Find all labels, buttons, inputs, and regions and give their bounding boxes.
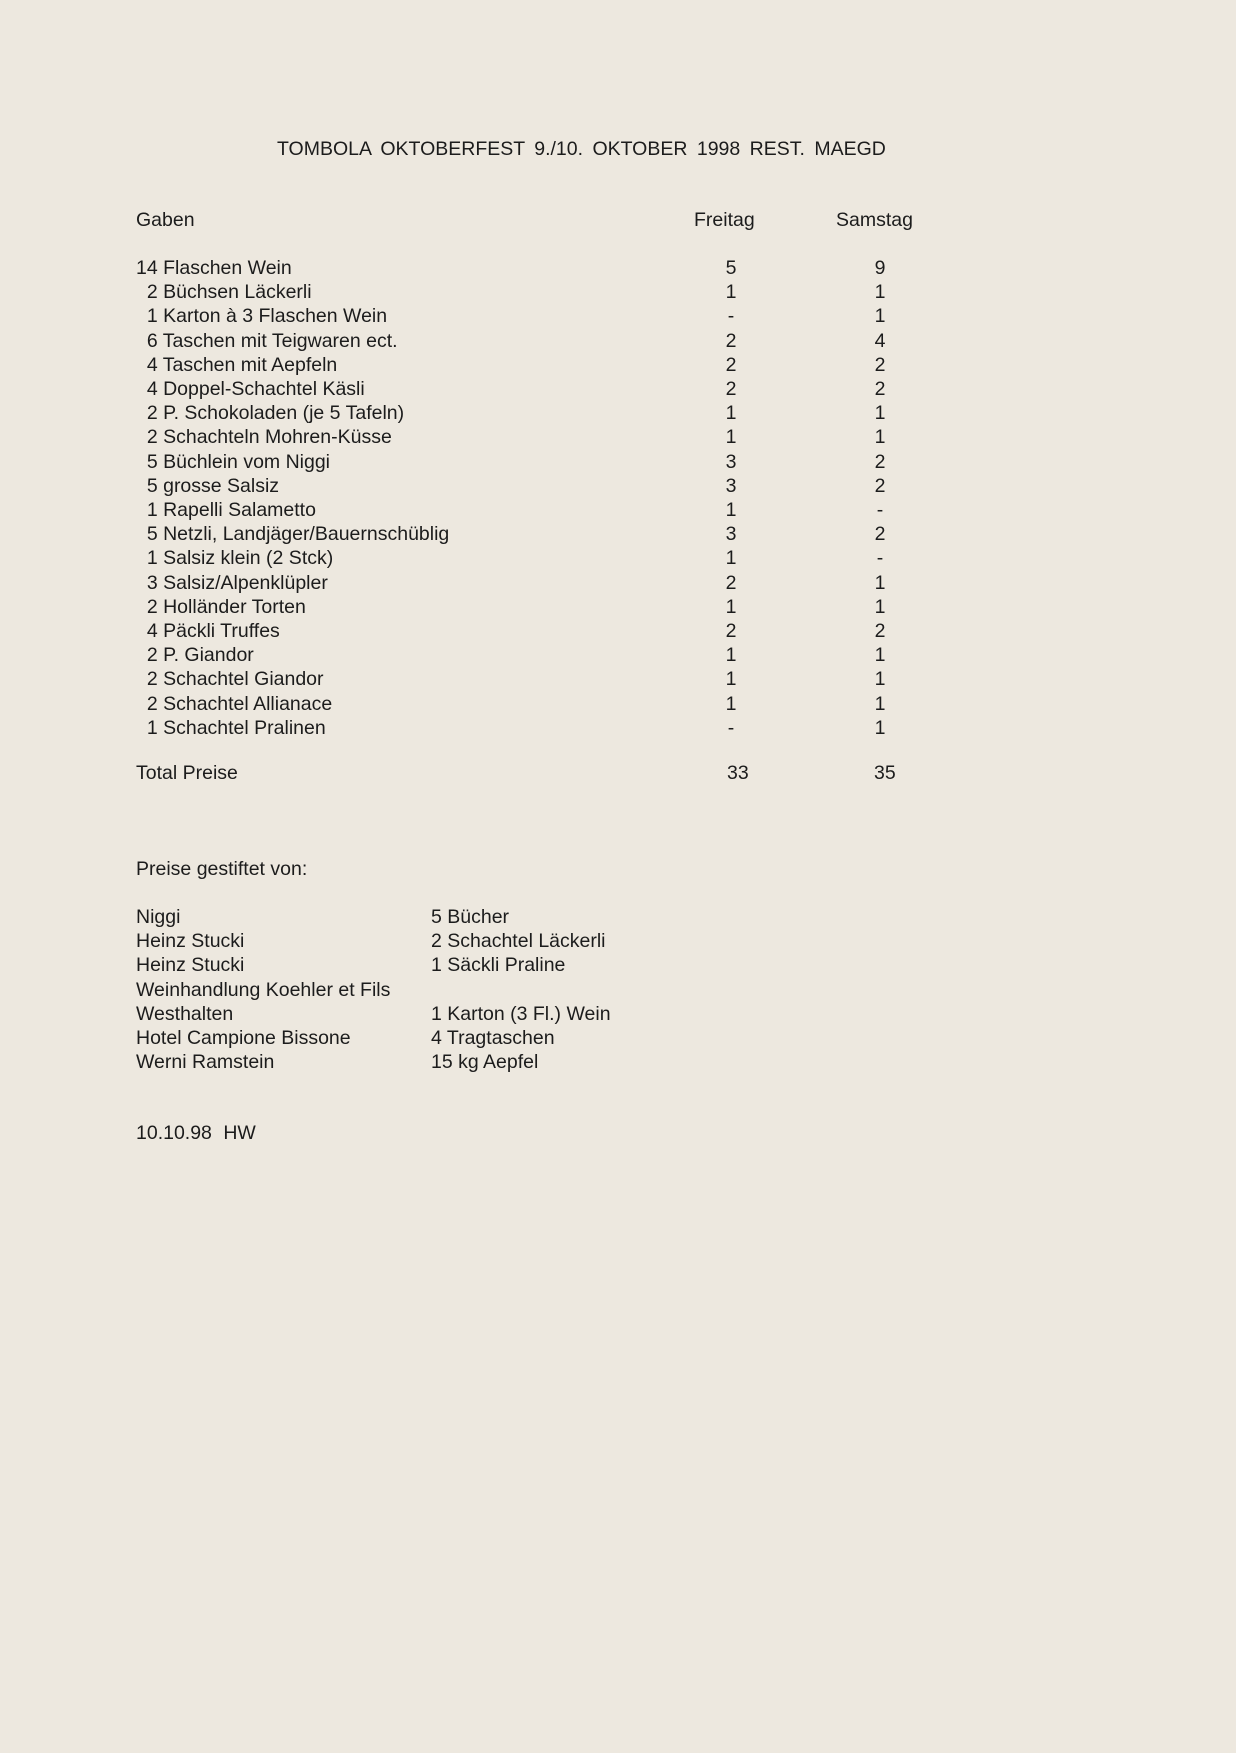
donor-row: [0, 905, 1236, 929]
donor-gift: 15 kg Aepfel: [431, 1051, 539, 1074]
donor-gift: 1 Säckli Praline: [431, 954, 566, 977]
item-freitag-count: 1: [725, 426, 737, 449]
item-label: 2 Schachtel Allianace: [136, 692, 333, 715]
item-label: 6 Taschen mit Teigwaren ect.: [136, 329, 398, 352]
item-label: 1 Schachtel Pralinen: [136, 716, 326, 739]
item-freitag-count: -: [727, 716, 735, 739]
donors-heading: Preise gestiftet von:: [136, 858, 308, 880]
table-row: [0, 546, 1236, 570]
table-row: [0, 716, 1236, 740]
item-label: 1 Karton à 3 Flaschen Wein: [136, 305, 388, 328]
table-row: [0, 450, 1236, 474]
table-row: [0, 619, 1236, 643]
table-row: [0, 280, 1236, 304]
item-samstag-count: -: [876, 499, 884, 521]
item-freitag-count: 3: [725, 450, 737, 473]
table-row: [0, 304, 1236, 328]
donor-name: Heinz Stucki: [136, 930, 245, 953]
table-row: [0, 377, 1236, 401]
donor-name: Heinz Stucki: [136, 954, 245, 977]
table-row: [0, 329, 1236, 353]
item-freitag-count: 2: [725, 329, 737, 352]
item-freitag-count: 5: [725, 257, 737, 279]
item-freitag-count: 1: [725, 281, 737, 304]
donor-gift: 4 Tragtaschen: [431, 1027, 555, 1049]
item-label: 1 Rapelli Salametto: [136, 499, 316, 521]
item-samstag-count: 1: [874, 668, 886, 691]
total-freitag: 33: [727, 762, 749, 784]
item-label: 3 Salsiz/Alpenklüpler: [136, 571, 328, 594]
table-row: [0, 692, 1236, 716]
item-freitag-count: 2: [725, 353, 737, 376]
item-label: 14 Flaschen Wein: [136, 257, 292, 279]
item-samstag-count: 1: [874, 571, 886, 594]
item-samstag-count: 4: [874, 329, 886, 352]
table-row: [0, 474, 1236, 498]
item-label: 4 Doppel-Schachtel Käsli: [136, 378, 365, 400]
column-header-freitag: Freitag: [694, 209, 755, 231]
item-label: 2 Schachteln Mohren-Küsse: [136, 426, 392, 449]
donor-name: Hotel Campione Bissone: [136, 1027, 351, 1049]
item-samstag-count: -: [876, 547, 884, 570]
item-samstag-count: 1: [874, 595, 886, 618]
item-label: 2 Holländer Torten: [136, 595, 306, 618]
total-label: Total Preise: [136, 762, 238, 784]
donor-gift: 5 Bücher: [431, 906, 510, 928]
table-row: [0, 522, 1236, 546]
item-samstag-count: 2: [874, 353, 886, 376]
table-row: [0, 401, 1236, 425]
donor-row: [0, 929, 1236, 953]
item-freitag-count: 1: [725, 547, 737, 570]
item-label: 4 Taschen mit Aepfeln: [136, 353, 338, 376]
table-row: [0, 498, 1236, 522]
table-row: [0, 353, 1236, 377]
item-samstag-count: 1: [874, 281, 886, 304]
total-samstag: 35: [874, 762, 896, 784]
item-label: 2 P. Schokoladen (je 5 Tafeln): [136, 402, 405, 425]
donor-row: [0, 1002, 1236, 1026]
item-label: 5 grosse Salsiz: [136, 474, 280, 497]
table-row: [0, 256, 1236, 280]
item-label: 4 Päckli Truffes: [136, 620, 280, 642]
item-freitag-count: 1: [725, 668, 737, 691]
item-freitag-count: -: [727, 305, 735, 328]
donor-row: [0, 953, 1236, 977]
item-label: 2 Schachtel Giandor: [136, 668, 324, 691]
item-freitag-count: 1: [725, 644, 737, 667]
item-freitag-count: 1: [725, 499, 737, 521]
donor-row: [0, 978, 1236, 1002]
item-samstag-count: 2: [874, 620, 886, 642]
item-label: 1 Salsiz klein (2 Stck): [136, 547, 334, 570]
item-samstag-count: 1: [874, 692, 886, 715]
item-samstag-count: 2: [874, 378, 886, 400]
table-row: [0, 571, 1236, 595]
item-label: 2 P. Giandor: [136, 644, 254, 667]
item-label: 5 Büchlein vom Niggi: [136, 450, 331, 473]
item-samstag-count: 2: [874, 523, 886, 546]
item-samstag-count: 2: [874, 450, 886, 473]
donor-name: Werni Ramstein: [136, 1051, 275, 1074]
donor-name: Weinhandlung Koehler et Fils: [136, 978, 391, 1001]
item-samstag-count: 1: [874, 305, 886, 328]
table-row: [0, 425, 1236, 449]
table-row: [0, 667, 1236, 691]
page-title: TOMBOLA OKTOBERFEST 9./10. OKTOBER 1998 REST. MAEGD: [277, 138, 886, 160]
item-freitag-count: 2: [725, 378, 737, 400]
column-header-gaben: Gaben: [136, 209, 195, 231]
donor-row: [0, 1050, 1236, 1074]
item-freitag-count: 3: [725, 523, 737, 546]
item-samstag-count: 9: [874, 257, 886, 279]
item-freitag-count: 2: [725, 620, 737, 642]
item-label: 5 Netzli, Landjäger/Bauernschüblig: [136, 523, 450, 546]
item-label: 2 Büchsen Läckerli: [136, 281, 312, 304]
donor-name: Niggi: [136, 906, 181, 928]
item-samstag-count: 1: [874, 716, 886, 739]
column-header-samstag: Samstag: [836, 209, 913, 231]
item-freitag-count: 1: [725, 595, 737, 618]
donor-name: Westhalten: [136, 1002, 234, 1025]
table-row: [0, 595, 1236, 619]
donor-row: [0, 1026, 1236, 1050]
donor-gift: 2 Schachtel Läckerli: [431, 930, 606, 953]
footer-date-initials: 10.10.98 HW: [136, 1122, 256, 1144]
item-samstag-count: 2: [874, 474, 886, 497]
item-freitag-count: 2: [725, 571, 737, 594]
donor-gift: 1 Karton (3 Fl.) Wein: [431, 1002, 611, 1025]
item-samstag-count: 1: [874, 644, 886, 667]
table-row: [0, 643, 1236, 667]
item-freitag-count: 3: [725, 474, 737, 497]
item-freitag-count: 1: [725, 692, 737, 715]
item-freitag-count: 1: [725, 402, 737, 425]
item-samstag-count: 1: [874, 426, 886, 449]
item-samstag-count: 1: [874, 402, 886, 425]
